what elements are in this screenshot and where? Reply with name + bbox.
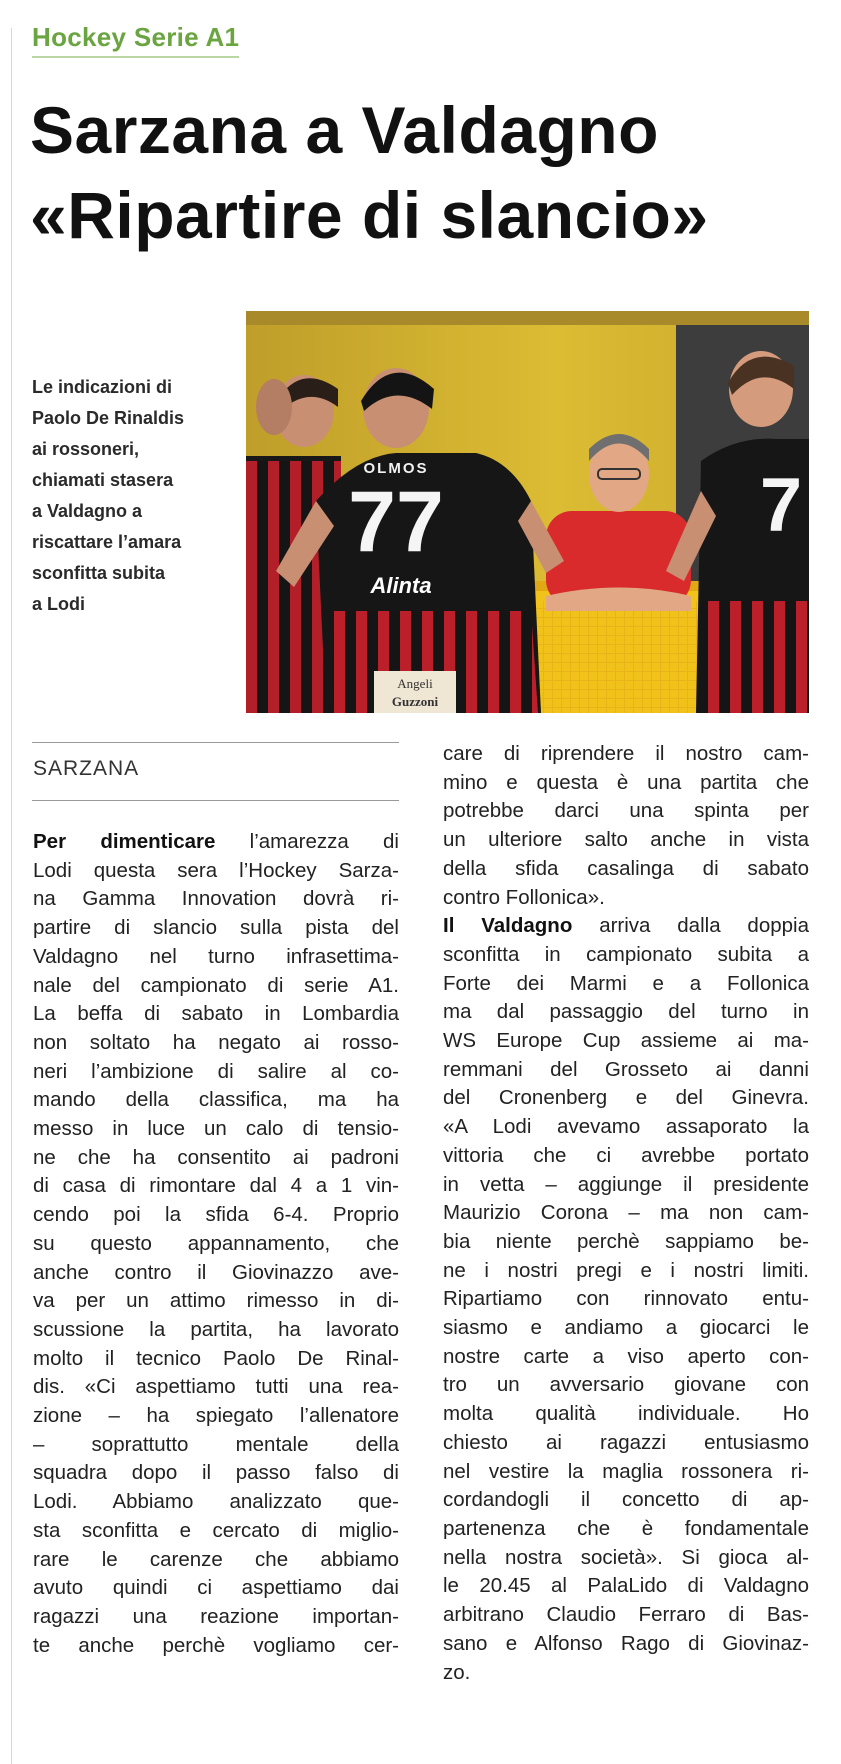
text-line: anche contro il Giovinazzo ave- — [33, 1260, 399, 1284]
text-line: avuto quindi ci aspettiamo dai — [33, 1576, 399, 1600]
sponsor-shorts-2: Guzzoni — [391, 694, 439, 709]
text-line: vittoria che ci avrebbe portato — [443, 1143, 809, 1167]
text-line: mino e questa è una partita che — [443, 770, 809, 794]
text-line: sano e Alfonso Rago di Giovinaz- — [443, 1631, 809, 1655]
text-line: molto il tecnico Paolo De Rinal- — [33, 1346, 399, 1370]
text-line: nale del campionato di serie A1. — [33, 973, 399, 997]
text-line: te anche perchè vogliamo cer- — [33, 1633, 399, 1657]
text-line: care di riprendere il nostro cam- — [443, 742, 809, 765]
text-line: mando della classifica, ma ha — [33, 1088, 399, 1112]
sponsor-logo: Alinta — [370, 573, 432, 598]
text-line: messo in luce un calo di tensio- — [33, 1117, 399, 1141]
text-line: le 20.45 al PalaLido di Valdagno — [443, 1574, 809, 1598]
text-line: arbitrano Claudio Ferraro di Bas- — [443, 1603, 809, 1627]
caption-line: a Valdagno a — [32, 501, 143, 521]
caption-line: Le indicazioni di — [32, 377, 173, 397]
text-line: partire di slancio sulla pista del — [33, 916, 399, 940]
text-line: zione – ha spiegato l’allenatore — [33, 1404, 399, 1428]
text-line: tro un avversario giovane con — [443, 1373, 809, 1397]
text-line: molta qualità individuale. Ho — [443, 1402, 809, 1426]
text-line: La beffa di sabato in Lombardia — [33, 1002, 399, 1026]
text-line: nostre carte a viso aperto con- — [443, 1344, 809, 1368]
text-line: va per un attimo rimesso in di- — [33, 1289, 399, 1313]
text-line: sta sconfitta e cercato di miglio- — [33, 1518, 399, 1542]
text-line: cendo poi la sfida 6-4. Proprio — [33, 1203, 399, 1227]
text-line: bia niente perchè sappiamo be- — [443, 1229, 809, 1253]
caption-line: chiamati stasera — [32, 470, 174, 490]
text-line: in vetta – aggiunge il presidente — [443, 1172, 809, 1196]
column-rule-top — [32, 742, 399, 743]
lead-in-2: Il Valdagno — [443, 914, 573, 938]
jersey-number-side: 7 — [759, 463, 803, 548]
headline-line-1: Sarzana a Valdagno — [30, 93, 659, 167]
headline — [30, 88, 830, 258]
dateline: SARZANA — [33, 757, 140, 780]
text-line: ragazzi una reazione importan- — [33, 1604, 399, 1628]
caption-line: a Lodi — [32, 594, 85, 614]
text-line: cordandogli il concetto di ap- — [443, 1488, 809, 1512]
column-rule-bottom — [32, 800, 399, 801]
text-line: Il Valdagno arriva dalla doppia — [443, 914, 809, 938]
caption-line: Paolo De Rinaldis — [32, 408, 185, 428]
article-photo — [246, 311, 809, 713]
page-margin-rule — [11, 28, 12, 1764]
text-line: Lodi. Abbiamo analizzato que- — [33, 1490, 399, 1514]
text-line: su questo appannamento, che — [33, 1231, 399, 1255]
text-line: «A Lodi avevamo assaporato la — [443, 1115, 809, 1139]
text-line: di casa di rimontare dal 4 a 1 vin- — [33, 1174, 399, 1198]
text-line: potrebbe darci una spinta per — [443, 799, 809, 823]
text-line: Maurizio Corona – ma non cam- — [443, 1201, 809, 1225]
caption-line: ai rossoneri, — [32, 439, 140, 459]
text-line: partenenza che è fondamentale — [443, 1516, 809, 1540]
lead-in: Per dimenticare — [33, 830, 216, 853]
text-line: chiesto ai ragazzi entusiasmo — [443, 1430, 809, 1454]
headline-line-2: «Ripartire di slancio» — [30, 178, 709, 252]
text-line: ne i nostri pregi e i nostri limiti. — [443, 1258, 809, 1282]
text-line: ma dal passaggio del turno in — [443, 1000, 809, 1024]
text-line: sconfitta in campionato subita a — [443, 942, 809, 966]
text-line: scussione la partita, ha lavorato — [33, 1317, 399, 1341]
article-column-1 — [33, 828, 399, 1660]
sponsor-shorts: Angeli — [397, 676, 433, 691]
text-line: WS Europe Cup assieme ai ma- — [443, 1029, 809, 1053]
text-line: rare le carenze che abbiamo — [33, 1547, 399, 1571]
text-line: Ripartiamo con rinnovato entu- — [443, 1287, 809, 1311]
jersey-number: 77 — [348, 474, 444, 570]
section-label: Hockey Serie A1 — [32, 22, 239, 58]
text-line: un ulteriore salto anche in vista — [443, 828, 809, 852]
text-line: squadra dopo il passo falso di — [33, 1461, 399, 1485]
caption-line: sconfitta subita — [32, 563, 166, 583]
caption-line: riscattare l’amara — [32, 532, 182, 552]
text-line: zo. — [443, 1660, 471, 1684]
jersey-name: OLMOS — [363, 460, 429, 477]
text-line: contro Follonica». — [443, 885, 605, 909]
text-line: del Cronenberg e del Ginevra. — [443, 1086, 809, 1110]
text-line: nel vestire la maglia rossonera ri- — [443, 1459, 809, 1483]
text-line: Per dimenticare l’amarezza di — [33, 830, 399, 853]
text-line: na Gamma Innovation dovrà ri- — [33, 887, 399, 911]
text-line: siasmo e andiamo a giocarci le — [443, 1316, 809, 1340]
text-line: dis. «Ci aspettiamo tutti una rea- — [33, 1375, 399, 1399]
text-line: ne che ha consentito ai padroni — [33, 1145, 399, 1169]
text-line: non soltato ha negato ai rosso- — [33, 1030, 399, 1054]
article-column-2 — [443, 740, 809, 1687]
text-line: neri l’ambizione di salire al co- — [33, 1059, 399, 1083]
text-line: – soprattutto mentale della — [33, 1432, 399, 1456]
text-line: Lodi questa sera l’Hockey Sarza- — [33, 858, 399, 882]
text-line: Valdagno nel turno infrasettima- — [33, 944, 399, 968]
text-line: nella nostra società». Si gioca al- — [443, 1545, 809, 1569]
text-line: Forte dei Marmi e a Follonica — [443, 971, 809, 995]
text-line: remmani del Grosseto ai danni — [443, 1057, 809, 1081]
photo-caption — [32, 372, 232, 620]
text-line: della sfida casalinga di sabato — [443, 856, 809, 880]
